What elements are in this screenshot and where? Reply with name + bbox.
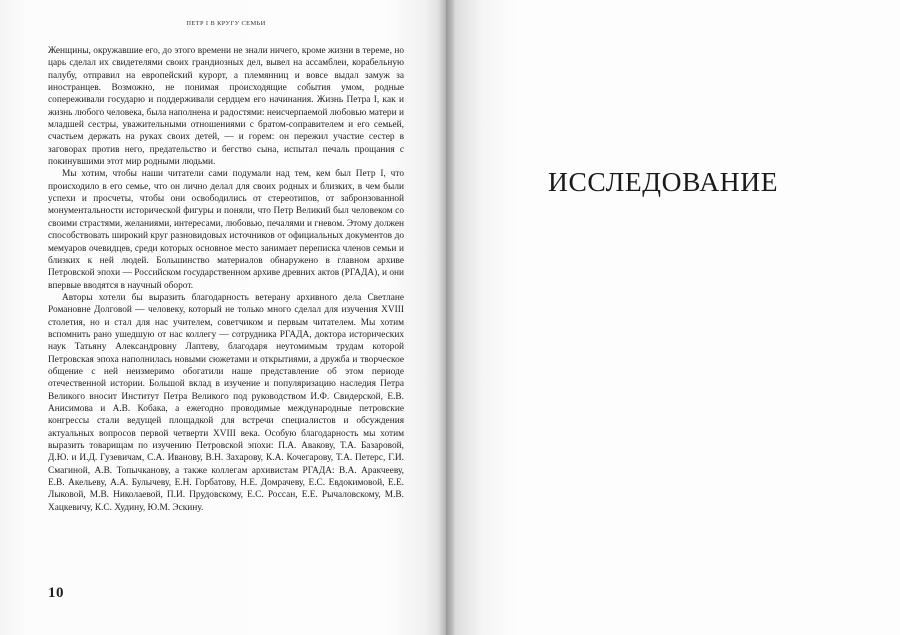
section-title: ИССЛЕДОВАНИЕ — [548, 166, 779, 197]
page-number: 10 — [48, 585, 64, 601]
running-head: ПЕТР I В КРУГУ СЕМЬИ — [186, 20, 266, 27]
paragraph-1: Женщины, окружавшие его, до этого времени не знали ничего, кроме жизни в тереме, но царь сделал их свидетелями своих грандиозных дел, вывел на ассамблеи, корабельную палубу, отправил на европейский курорт, а племянниц и вовсе выдал замуж за иностранцев. Возможно, не понимая происходящие события умом, родные сопереживали государю и поддерживали сердцем его начинания. Жизнь Петра I, как и жизнь любого человека, была наполнена и радостями: неисчерпаемой любовью матери и младшей сестры, уважительными отношениями с братом-соправителем и его семьей, счастьем держать на руках своих детей, — и горем: он пережил участие сестер в заговорах против него, предательство и бегство сына, испытал печаль прощания с покинувшими этот мир родными людьми. — [48, 46, 404, 168]
paragraph-3: Авторы хотели бы выразить благодарность ветерану архивного дела Светлане Романовне Долговой — человеку, который не только много сделал для изучения XVIII столетия, но и стал для нас учителем, советчиком и первым читателем. Мы хотим вспомнить рано ушедшую от нас коллегу — сотрудника РГАДА, доктора исторических наук Татьяну Александровну Лаптеву, благодаря неутомимым трудам которой Петровская эпоха наполнилась новыми сюжетами и открытиями, а дружба и творческое общение с ней неизмеримо обогатили наше представление об этом периоде отечественной истории. Большой вклад в изучение и популяризацию наследия Петра Великого вносит Институт Петра Великого под руководством И.Ф. Свидерской, Е.В. Анисимова и А.В. Кобака, а ежегодно проводимые международные петровские конгрессы стали ведущей площадкой для встречи специалистов и обсуждения актуальных вопросов первой четверти XVIII века. Особую благодарность мы хотим выразить товарищам по изучению Петровской эпохи: П.А. Авакову, Т.А. Базаровой, Д.Ю. и И.Д. Гузевичам, С.А. Иванову, В.Н. Захарову, К.А. Кочегарову, Т.А. Петерс, Г.И. Смагиной, А.В. Топычканову, а также коллегам архивистам РГАДА: В.А. Аракчееву, Е.В. Акельеву, А.А. Булычеву, Е.Н. Горбатову, Н.Е. Домрачеву, Е.С. Евдокимовой, Е.Е. Лыковой, М.В. Николаевой, П.И. Прудовскому, Е.С. Россан, Е.Е. Рычаловскому, М.В. Хацкевичу, К.С. Худину, Ю.М. Эскину. — [48, 292, 404, 513]
body-text — [48, 45, 404, 514]
paragraph-2: Мы хотим, чтобы наши читатели сами подумали над тем, кем был Петр I, что происходило в его семье, что он лично делал для своих родных и близких, в чем были успехи и просчеты, чтобы они освободились от стереотипов, от забронзованной монументальности исторической фигуры и поняли, что Петр Великий был человеком со своими страстями, желаниями, интересами, любовью, печалями и гневом. Этому должен способствовать широкий круг разновидовых источников от официальных документов до мемуаров очевидцев, среди которых основное место занимает переписка членов семьи и близких к ней людей. Большинство материалов обнаружено в главном архиве Петровской эпохи — Российском государственном архиве древних актов (РГАДА), и они впервые вводятся в научный оборот. — [48, 169, 404, 291]
left-page — [0, 0, 446, 635]
book-gutter-shadow — [438, 0, 454, 635]
right-page — [446, 0, 900, 635]
